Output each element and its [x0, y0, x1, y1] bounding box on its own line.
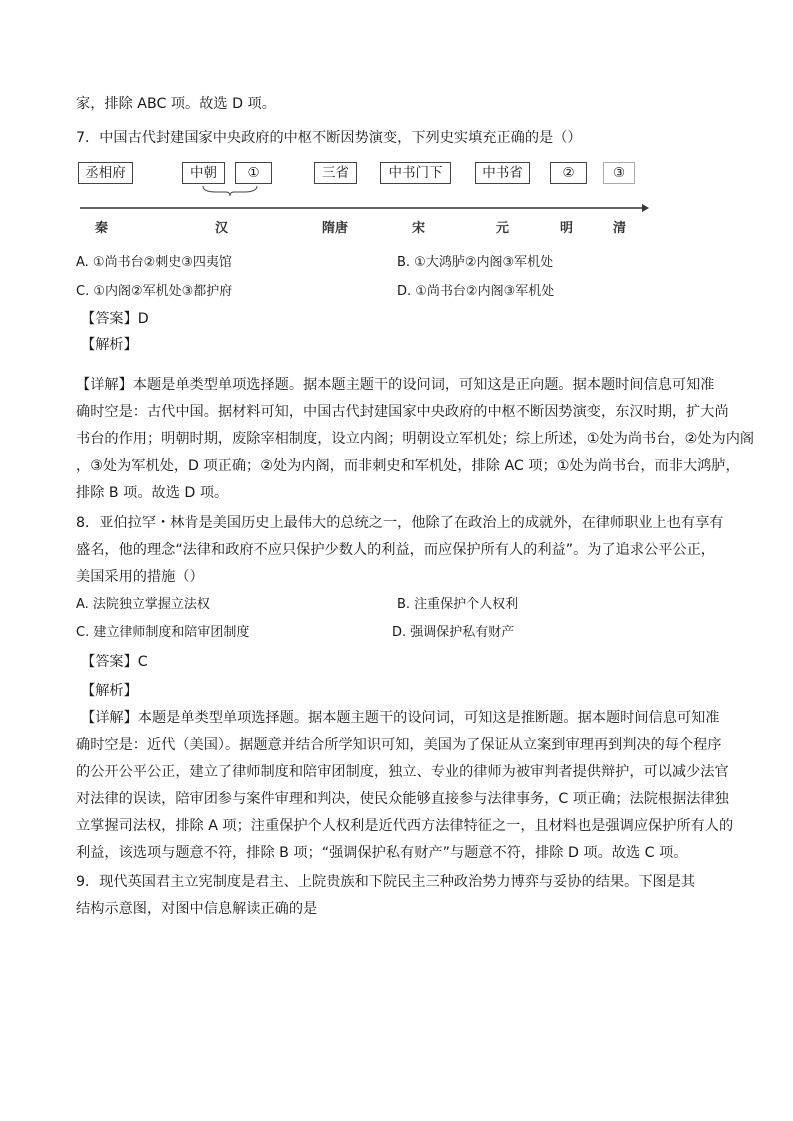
- timeline-box-zhongchao: 中朝: [182, 162, 225, 184]
- dynasty-label-yuan: 元: [496, 221, 510, 236]
- timeline-box-zhongshumenxia: 中书门下: [380, 162, 451, 184]
- q8-detail-line: 【详解】本题是单类型单项选择题。据本题主题干的设问词，可知这是推断题。据本题时间信息可知准: [81, 710, 720, 726]
- q8-analysis-heading: 【解析】: [81, 683, 138, 699]
- q7-detail-line: 排除 B 项。故选 D 项。: [76, 485, 229, 501]
- dynasty-label-suitang: 隋唐: [322, 221, 349, 236]
- timeline-axis: [80, 202, 650, 214]
- q7-detail-line: 书台的作用；明朝时期，废除宰相制度，设立内阁；明朝设立军机处；综上所述，①处为尚书台，②处为内阁: [76, 431, 755, 447]
- q8-option-c: C. 建立律师制度和陪审团制度: [76, 625, 250, 640]
- question-7-stem: 7．中国古代封建国家中央政府的中枢不断因势演变，下列史实填充正确的是（）: [76, 130, 582, 146]
- question-9-stem: 9．现代英国君主立宪制度是君主、上院贵族和下院民主三种政治势力博弈与妥协的结果。下图是其: [76, 874, 696, 890]
- dynasty-label-ming: 明: [560, 221, 574, 236]
- q8-detail-line: 利益，该选项与题意不符，排除 B 项；“强调保护私有财产”与题意不符，排除 D 项。故选 C 项。: [76, 845, 688, 861]
- q7-option-c: C. ①内阁②军机处③都护府: [76, 284, 233, 299]
- q7-analysis-heading: 【解析】: [81, 337, 138, 353]
- dynasty-label-han: 汉: [215, 221, 229, 236]
- question-8-stem: 8．亚伯拉罕・林肯是美国历史上最伟大的总统之一，他除了在政治上的成就外，在律师职业上也有享有: [76, 515, 724, 531]
- q8-option-b: B. 注重保护个人权利: [397, 597, 519, 612]
- timeline-box-blank-3: ③: [603, 162, 635, 184]
- q7-detail-line: ，③处为军机处，D 项正确；②处为内阁，而非刺史和军机处，排除 AC 项；①处为尚书台，而非大鸿胪，: [76, 458, 740, 474]
- q7-answer: 【答案】D: [81, 311, 149, 327]
- q8-detail-line: 确时空是：近代（美国）。据题意并结合所学知识可知，美国为了保证从立案到审理再到判决的每个程序: [76, 737, 722, 753]
- text-line: 家，排除 ABC 项。故选 D 项。: [76, 96, 276, 112]
- timeline-box-zhongshusheng: 中书省: [475, 162, 530, 184]
- question-8-stem: 美国采用的措施（）: [76, 569, 204, 585]
- question-9-stem: 结构示意图，对图中信息解读正确的是: [76, 901, 318, 917]
- timeline-box-chengxiang: 丞相府: [78, 162, 133, 184]
- q7-detail-line: 【详解】本题是单类型单项选择题。据本题主题干的设问词，可知这是正向题。据本题时间信息可知准: [76, 377, 715, 393]
- q8-option-d: D. 强调保护私有财产: [392, 625, 515, 640]
- q8-detail-line: 的公开公平公正，建立了律师制度和陪审团制度，独立、专业的律师为被审判者提供辩护，可以减少法官: [76, 764, 729, 780]
- dynasty-label-song: 宋: [412, 221, 426, 236]
- timeline-box-sansheng: 三省: [314, 162, 357, 184]
- timeline-box-blank-1: ①: [235, 162, 272, 184]
- timeline-box-blank-2: ②: [550, 162, 587, 184]
- q7-option-a: A. ①尚书台②刺史③四夷馆: [76, 255, 232, 270]
- q8-answer: 【答案】C: [81, 654, 148, 670]
- q8-option-a: A. 法院独立掌握立法权: [76, 597, 210, 612]
- q8-detail-line: 立掌握司法权，排除 A 项；注重保护个人权利是近代西方法律特征之一，且材料也是强调应保护所有人的: [76, 818, 734, 834]
- dynasty-label-qing: 清: [613, 221, 627, 236]
- q7-option-b: B. ①大鸿胪②内阁③军机处: [397, 255, 554, 270]
- q7-option-d: D. ①尚书台②内阁③军机处: [397, 284, 555, 299]
- timeline-brace: [200, 184, 260, 198]
- question-8-stem: 盛名，他的理念“法律和政府不应只保护少数人的利益，而应保护所有人的利益”。为了追求公平公正，: [76, 542, 715, 558]
- q8-detail-line: 对法律的误读，陪审团参与案件审理和判决，使民众能够直接参与法律事务，C 项正确；法院根据法律独: [76, 791, 729, 807]
- q7-detail-line: 确时空是：古代中国。据材料可知，中国古代封建国家中央政府的中枢不断因势演变，东汉时期，扩大尚: [76, 404, 729, 420]
- dynasty-label-qin: 秦: [95, 221, 109, 236]
